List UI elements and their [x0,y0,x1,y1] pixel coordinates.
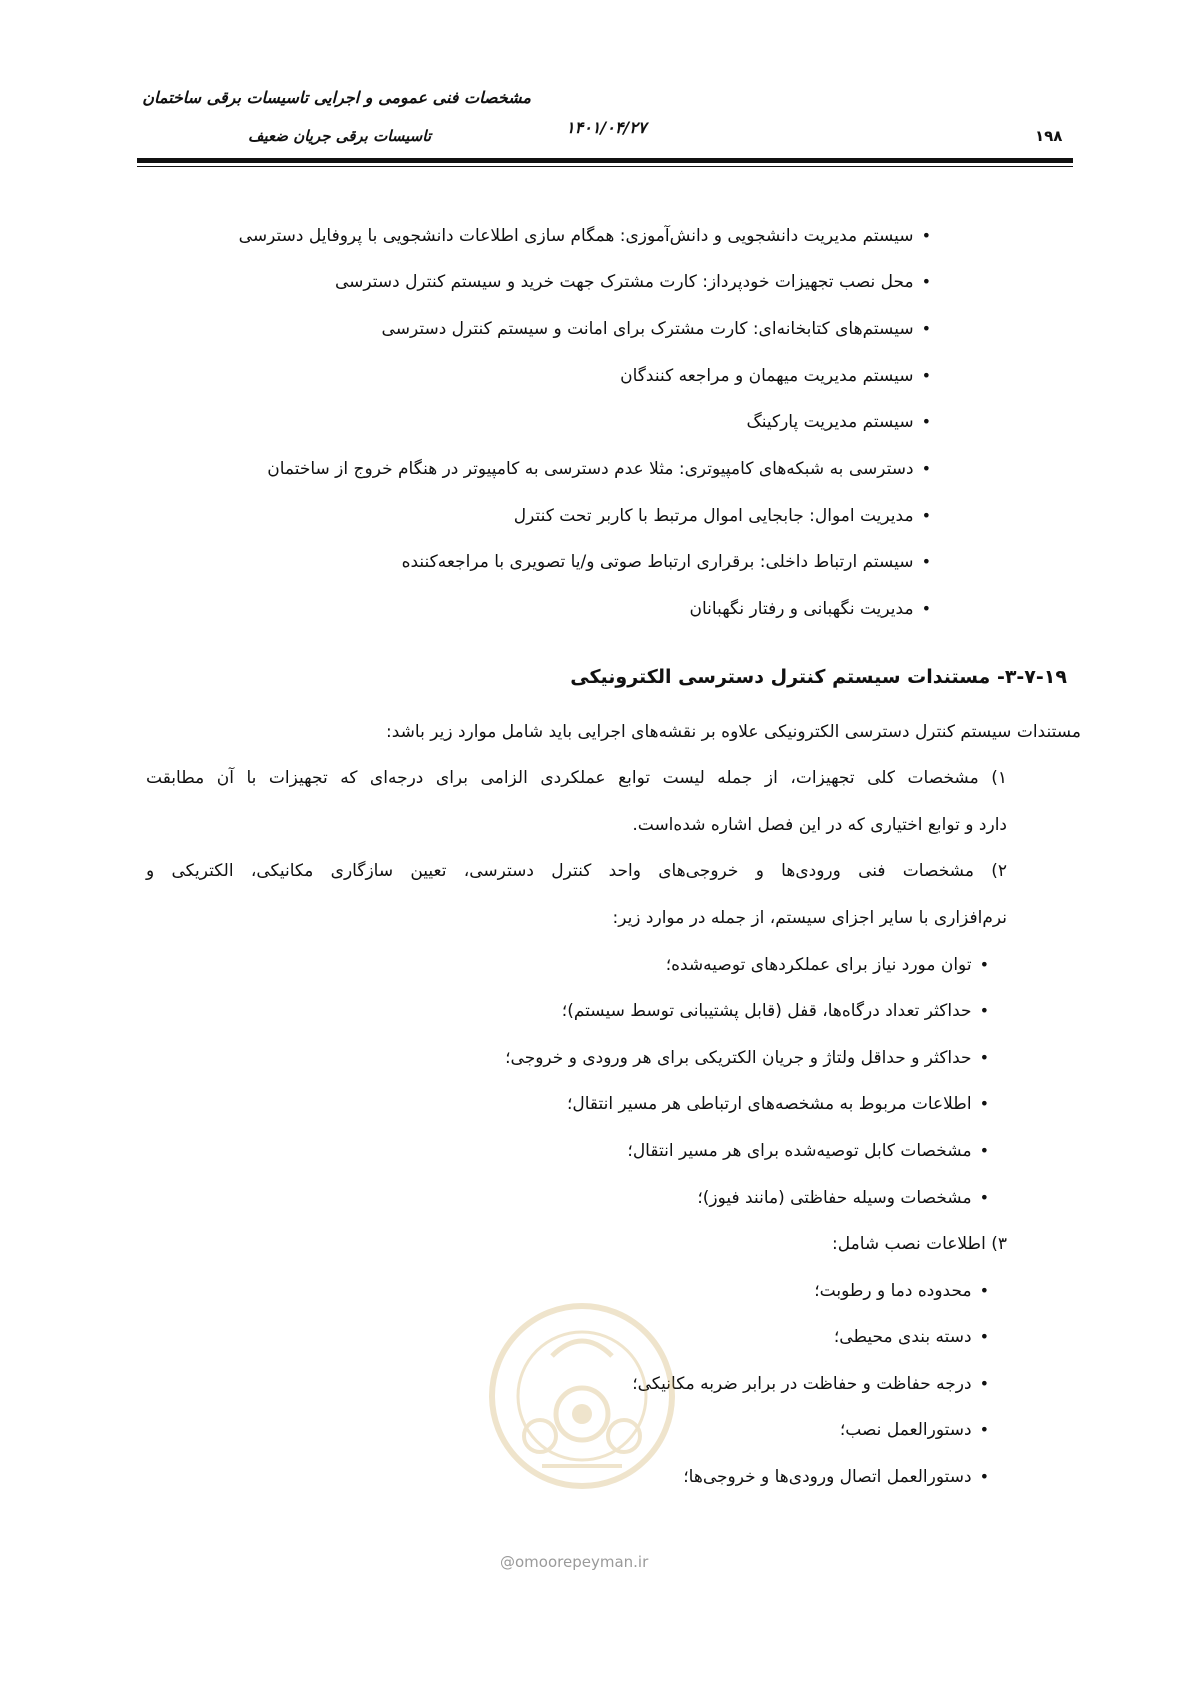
list-item: • مدیریت نگهبانی و رفتار نگهبانان [689,597,931,621]
list-item: • سیستم‌های کتابخانه‌ای: کارت مشترک برای امانت و سیستم کنترل دسترسی [382,317,931,341]
header-title: مشخصات فنی عمومی و اجرایی تاسیسات برقی ساختمان [142,88,531,107]
list-item: • دستورالعمل اتصال ورودی‌ها و خروجی‌ها؛ [683,1465,989,1489]
header-subtitle: تاسیسات برقی جریان ضعیف [247,127,431,145]
item-2-line-1: ۲) مشخصات فنی ورودی‌ها و خروجی‌های واحد کنترل دسترسی، تعیین سازگاری مکانیکی، الکتریکی و [146,861,1007,881]
list-item: • دسته بندی محیطی؛ [834,1325,989,1349]
header-rule-thin [137,166,1073,167]
list-item: • حداکثر و حداقل ولتاژ و جریان الکتریکی برای هر ورودی و خروجی؛ [505,1046,989,1070]
list-item: • درجه حفاظت و حفاظت در برابر ضربه مکانیکی؛ [632,1372,989,1396]
list-item: • دسترسی به شبکه‌های کامپیوتری: مثلا عدم دسترسی به کامپیوتر در هنگام خروج از ساختمان [267,457,931,481]
header-date: ۱۴۰۱/۰۴/۲۷ [566,118,647,137]
watermark-seal-icon [482,1296,682,1496]
list-item: • مشخصات وسیله حفاظتی (مانند فیوز)؛ [697,1186,989,1210]
item-1-line-2: دارد و توابع اختیاری که در این فصل اشاره شده‌است. [632,815,1007,835]
list-item: • توان مورد نیاز برای عملکردهای توصیه‌شده؛ [666,953,989,977]
watermark-site: @omoorepeyman.ir [500,1553,649,1571]
item-2-line-2: نرم‌افزاری با سایر اجزای سیستم، از جمله در موارد زیر: [612,908,1007,928]
list-item: • محل نصب تجهیزات خودپرداز: کارت مشترک جهت خرید و سیستم کنترل دسترسی [335,270,931,294]
list-item: • سیستم مدیریت دانشجویی و دانش‌آموزی: همگام سازی اطلاعات دانشجویی با پروفایل دسترسی [239,224,931,248]
list-item: • مدیریت اموال: جابجایی اموال مرتبط با کاربر تحت کنترل [514,504,931,528]
list-item: • اطلاعات مربوط به مشخصه‌های ارتباطی هر مسیر انتقال؛ [567,1092,989,1116]
list-item: • حداکثر تعداد درگاه‌ها، قفل (قابل پشتیبانی توسط سیستم)؛ [562,999,989,1023]
list-item: • مشخصات کابل توصیه‌شده برای هر مسیر انتقال؛ [627,1139,989,1163]
page-number: ۱۹۸ [1035,127,1063,145]
section-lead: مستندات سیستم کنترل دسترسی الکترونیکی علاوه بر نقشه‌های اجرایی باید شامل موارد زیر باشد: [386,722,1081,742]
item-1-line-1: ۱) مشخصات کلی تجهیزات، از جمله لیست توابع عملکردی الزامی برای درجه‌ای که تجهیزات با آن مطابقت [146,768,1007,788]
list-item: • سیستم مدیریت میهمان و مراجعه کنندگان [620,364,931,388]
list-item: • سیستم مدیریت پارکینگ [747,410,931,434]
list-item: • دستورالعمل نصب؛ [840,1418,989,1442]
section-heading: ۳-۷-۱۹- مستندات سیستم کنترل دسترسی الکترونیکی [570,666,1067,688]
item-3-line-1: ۳) اطلاعات نصب شامل: [831,1234,1007,1254]
header-rule [137,158,1073,163]
list-item: • محدوده دما و رطوبت؛ [814,1279,989,1303]
list-item: • سیستم ارتباط داخلی: برقراری ارتباط صوتی و/یا تصویری با مراجعه‌کننده [402,550,931,574]
